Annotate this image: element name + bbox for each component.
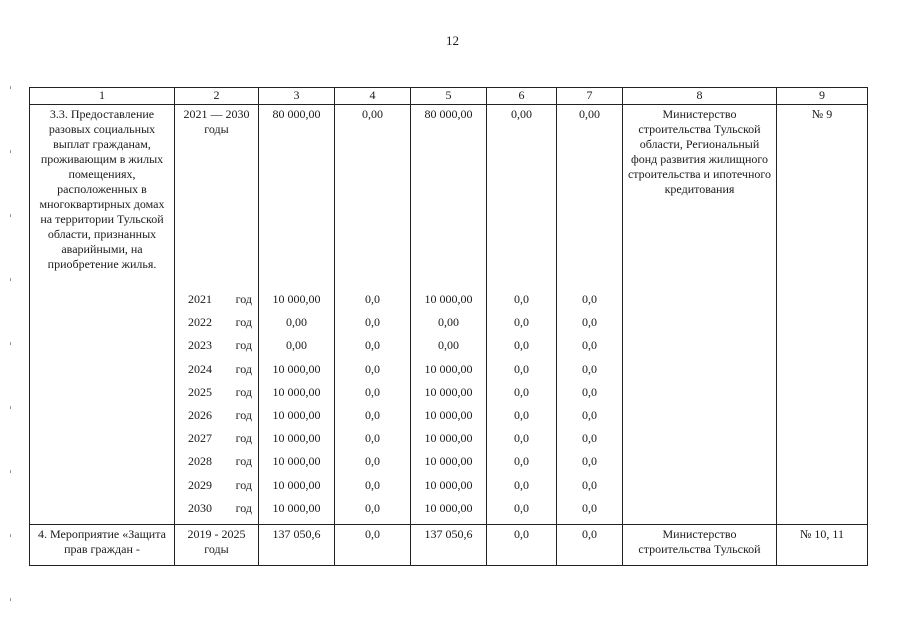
year-cell xyxy=(175,362,259,385)
regional-cell: 0,00 xyxy=(411,315,487,338)
column-header: 5 xyxy=(411,88,487,105)
period-cell: 2021 — 2030 годы xyxy=(175,105,259,293)
federal-cell: 0,0 xyxy=(335,454,411,477)
year-cell xyxy=(175,454,259,477)
other-cell: 0,0 xyxy=(557,315,623,338)
regional-cell: 80 000,00 xyxy=(411,105,487,293)
year-word: год xyxy=(235,454,252,469)
activity-title: 3.3. Предоставление разовых социальных выплат гражданам, проживающим в жилых помещениях, расположенных в многоквартирных домах на территории Тульской области, признанных аварийными, на приобретение жилья. xyxy=(30,105,175,525)
total-cell: 80 000,00 xyxy=(259,105,335,293)
total-cell: 0,00 xyxy=(259,338,335,361)
year-value: 2028 xyxy=(188,454,212,469)
year-word: год xyxy=(235,477,252,492)
year-value: 2026 xyxy=(188,407,212,422)
total-cell: 10 000,00 xyxy=(259,385,335,408)
regional-cell: 10 000,00 xyxy=(411,454,487,477)
margin-mark xyxy=(10,534,11,537)
total-cell: 137 050,6 xyxy=(259,524,335,565)
column-header: 1 xyxy=(30,88,175,105)
other-cell: 0,0 xyxy=(557,292,623,315)
header-row xyxy=(30,88,868,105)
total-cell: 10 000,00 xyxy=(259,454,335,477)
margin-mark xyxy=(10,342,11,345)
regional-cell: 10 000,00 xyxy=(411,431,487,454)
federal-cell: 0,0 xyxy=(335,315,411,338)
year-word: год xyxy=(235,407,252,422)
column-header: 9 xyxy=(777,88,868,105)
year-cell xyxy=(175,385,259,408)
regional-cell: 137 050,6 xyxy=(411,524,487,565)
local-cell: 0,0 xyxy=(487,454,557,477)
activity-title: 4. Мероприятие «Защита прав граждан - xyxy=(30,524,175,565)
other-cell: 0,0 xyxy=(557,524,623,565)
margin-mark xyxy=(10,278,11,281)
column-header: 2 xyxy=(175,88,259,105)
total-cell: 10 000,00 xyxy=(259,501,335,525)
page-number: 12 xyxy=(446,33,459,48)
margin-mark xyxy=(10,470,11,473)
local-cell: 0,0 xyxy=(487,478,557,501)
federal-cell: 0,0 xyxy=(335,431,411,454)
local-cell: 0,0 xyxy=(487,524,557,565)
federal-cell: 0,0 xyxy=(335,338,411,361)
local-cell: 0,0 xyxy=(487,292,557,315)
federal-cell: 0,0 xyxy=(335,385,411,408)
regional-cell: 10 000,00 xyxy=(411,408,487,431)
table-row xyxy=(30,105,868,293)
margin-mark xyxy=(10,214,11,217)
regional-cell: 10 000,00 xyxy=(411,362,487,385)
total-cell: 10 000,00 xyxy=(259,292,335,315)
federal-cell: 0,0 xyxy=(335,524,411,565)
year-word: год xyxy=(235,338,252,353)
local-cell: 0,00 xyxy=(487,105,557,293)
other-cell: 0,0 xyxy=(557,362,623,385)
regional-cell: 0,00 xyxy=(411,338,487,361)
total-cell: 10 000,00 xyxy=(259,478,335,501)
total-cell: 0,00 xyxy=(259,315,335,338)
year-cell xyxy=(175,478,259,501)
other-cell: 0,0 xyxy=(557,431,623,454)
local-cell: 0,0 xyxy=(487,338,557,361)
federal-cell: 0,0 xyxy=(335,478,411,501)
column-header: 7 xyxy=(557,88,623,105)
regional-cell: 10 000,00 xyxy=(411,478,487,501)
year-word: год xyxy=(235,361,252,376)
indicator-cell: № 9 xyxy=(777,105,868,525)
year-cell xyxy=(175,292,259,315)
federal-cell: 0,00 xyxy=(335,105,411,293)
year-value: 2027 xyxy=(188,431,212,446)
year-word: год xyxy=(235,384,252,399)
year-word: год xyxy=(235,292,252,306)
year-word: год xyxy=(235,315,252,330)
other-cell: 0,0 xyxy=(557,408,623,431)
other-cell: 0,0 xyxy=(557,454,623,477)
period-cell: 2019 - 2025 годы xyxy=(175,524,259,565)
program-table xyxy=(29,87,868,566)
year-value: 2029 xyxy=(188,477,212,492)
column-header: 4 xyxy=(335,88,411,105)
margin-mark xyxy=(10,406,11,409)
table-row xyxy=(30,524,868,565)
federal-cell: 0,0 xyxy=(335,408,411,431)
year-word: год xyxy=(235,431,252,446)
column-header: 8 xyxy=(623,88,777,105)
year-value: 2030 xyxy=(188,500,212,515)
indicator-cell: № 10, 11 xyxy=(777,524,868,565)
other-cell: 0,0 xyxy=(557,385,623,408)
margin-mark xyxy=(10,598,11,601)
total-cell: 10 000,00 xyxy=(259,362,335,385)
other-cell: 0,00 xyxy=(557,105,623,293)
year-cell xyxy=(175,431,259,454)
regional-cell: 10 000,00 xyxy=(411,385,487,408)
federal-cell: 0,0 xyxy=(335,362,411,385)
column-header: 6 xyxy=(487,88,557,105)
federal-cell: 0,0 xyxy=(335,292,411,315)
federal-cell: 0,0 xyxy=(335,501,411,525)
local-cell: 0,0 xyxy=(487,431,557,454)
year-cell xyxy=(175,408,259,431)
local-cell: 0,0 xyxy=(487,408,557,431)
year-cell xyxy=(175,315,259,338)
other-cell: 0,0 xyxy=(557,501,623,525)
year-value: 2024 xyxy=(188,361,212,376)
year-value: 2021 xyxy=(188,292,212,306)
year-value: 2022 xyxy=(188,315,212,330)
margin-mark xyxy=(10,150,11,153)
executor-cell: Министерство строительства Тульской xyxy=(623,524,777,565)
margin-mark xyxy=(10,86,11,89)
local-cell: 0,0 xyxy=(487,315,557,338)
total-cell: 10 000,00 xyxy=(259,408,335,431)
total-cell: 10 000,00 xyxy=(259,431,335,454)
year-value: 2025 xyxy=(188,384,212,399)
other-cell: 0,0 xyxy=(557,478,623,501)
year-cell xyxy=(175,501,259,525)
local-cell: 0,0 xyxy=(487,385,557,408)
regional-cell: 10 000,00 xyxy=(411,292,487,315)
year-cell xyxy=(175,338,259,361)
year-value: 2023 xyxy=(188,338,212,353)
year-word: год xyxy=(235,500,252,515)
regional-cell: 10 000,00 xyxy=(411,501,487,525)
executor-cell: Министерство строительства Тульской области, Региональный фонд развития жилищного строительства и ипотечного кредитования xyxy=(623,105,777,525)
other-cell: 0,0 xyxy=(557,338,623,361)
column-header: 3 xyxy=(259,88,335,105)
local-cell: 0,0 xyxy=(487,501,557,525)
local-cell: 0,0 xyxy=(487,362,557,385)
